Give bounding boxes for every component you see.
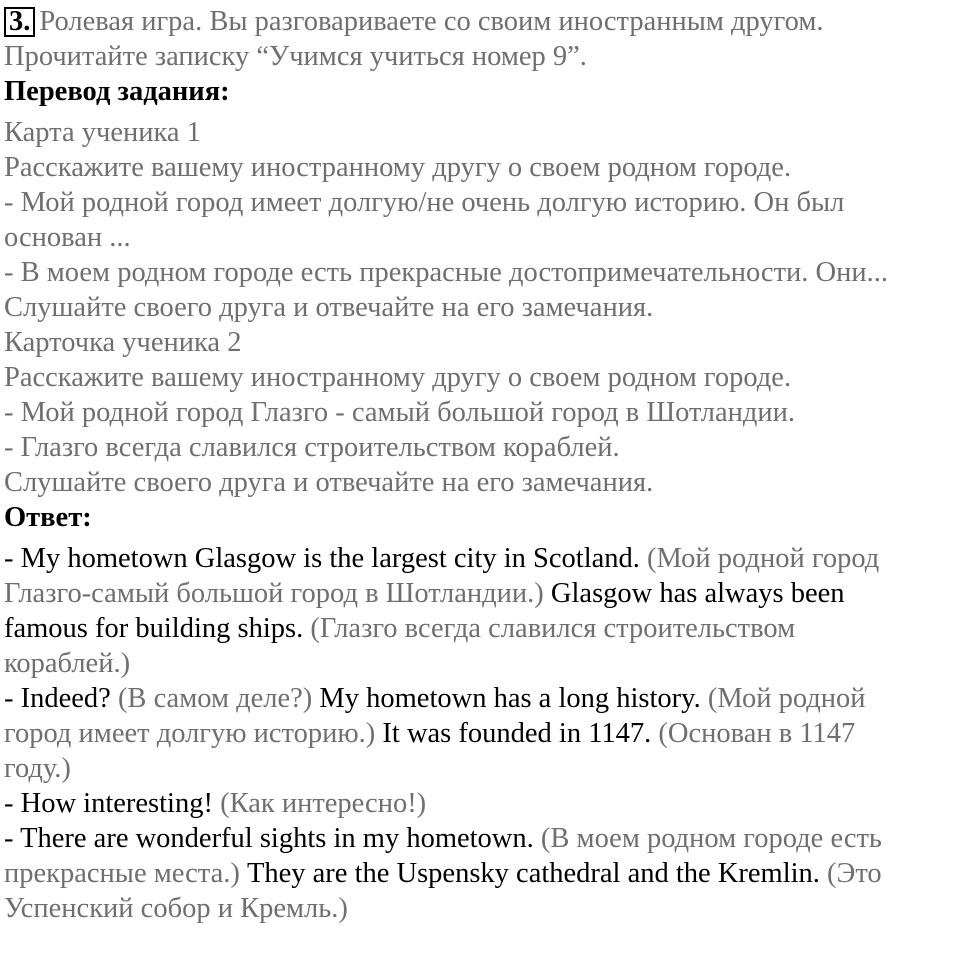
translation-line: - Мой родной город Глазго - самый большой город в Шотландии. (4, 397, 796, 428)
translation-line: - Мой родной город имеет долгую/не очень долгую историю. Он был (4, 187, 845, 218)
russian-translation: (Мой родной город (647, 543, 880, 574)
translation-line: основан ... (4, 222, 131, 253)
russian-translation: Глазго-самый большой город в Шотландии.) (4, 578, 551, 609)
answer-line (4, 681, 958, 716)
answer-line (4, 821, 958, 856)
translation-block (4, 115, 958, 500)
english-text: It was founded in 1147. (382, 718, 659, 749)
translation-line: Расскажите вашему иностранному другу о своем родном городе. (4, 362, 792, 393)
translation-line: Слушайте своего друга и отвечайте на его замечания. (4, 292, 654, 323)
russian-translation: году.) (4, 753, 71, 784)
translation-line: Карточка ученика 2 (4, 327, 242, 358)
russian-translation: (Мой родной (707, 683, 866, 714)
english-text: - How interesting! (4, 788, 221, 819)
english-text: My hometown has a long history. (319, 683, 708, 714)
english-text: - Indeed? (4, 683, 118, 714)
answer-line (4, 576, 958, 611)
english-text: famous for building ships. (4, 613, 311, 644)
task-number-badge: 3. (4, 7, 35, 37)
answer-line (4, 716, 958, 751)
answer-line (4, 891, 958, 926)
russian-translation: прекрасные места.) (4, 858, 247, 889)
russian-translation: (В моем родном городе есть (540, 823, 882, 854)
translation-line: Карта ученика 1 (4, 117, 201, 148)
translation-line: - В моем родном городе есть прекрасные достопримечательности. Они... (4, 257, 889, 288)
english-text: - There are wonderful sights in my hometown. (4, 823, 541, 854)
answer-line (4, 646, 958, 681)
russian-translation: кораблей.) (4, 648, 131, 679)
russian-translation: Успенский собор и Кремль.) (4, 893, 348, 924)
answer-heading: Ответ: (4, 502, 92, 533)
english-text: Glasgow has always been (550, 578, 845, 609)
russian-translation: (Основан в 1147 (658, 718, 856, 749)
translation-line: Расскажите вашему иностранному другу о своем родном городе. (4, 152, 792, 183)
answer-line (4, 751, 958, 786)
answer-line (4, 856, 958, 891)
russian-translation: (Это (827, 858, 882, 889)
translation-heading: Перевод задания: (4, 76, 230, 107)
answer-line (4, 786, 958, 821)
russian-translation: (Как интересно!) (220, 788, 427, 819)
task-intro-line-2: Прочитайте записку “Учимся учиться номер 9”. (4, 41, 587, 72)
translation-line: Слушайте своего друга и отвечайте на его замечания. (4, 467, 654, 498)
translation-line: - Глазго всегда славился строительством кораблей. (4, 432, 620, 463)
task-intro-text: Ролевая игра. Вы разговариваете со своим иностранным другом. (39, 6, 824, 37)
english-text: They are the Uspensky cathedral and the Kremlin. (246, 858, 828, 889)
english-text: - My hometown Glasgow is the largest city in Scotland. (4, 543, 648, 574)
russian-translation: город имеет долгую историю.) (4, 718, 383, 749)
answer-block (4, 541, 958, 926)
answer-line (4, 541, 958, 576)
task-intro-line-1 (4, 4, 958, 39)
answer-line (4, 611, 958, 646)
russian-translation: (В самом деле?) (117, 683, 320, 714)
russian-translation: (Глазго всегда славился строительством (310, 613, 796, 644)
